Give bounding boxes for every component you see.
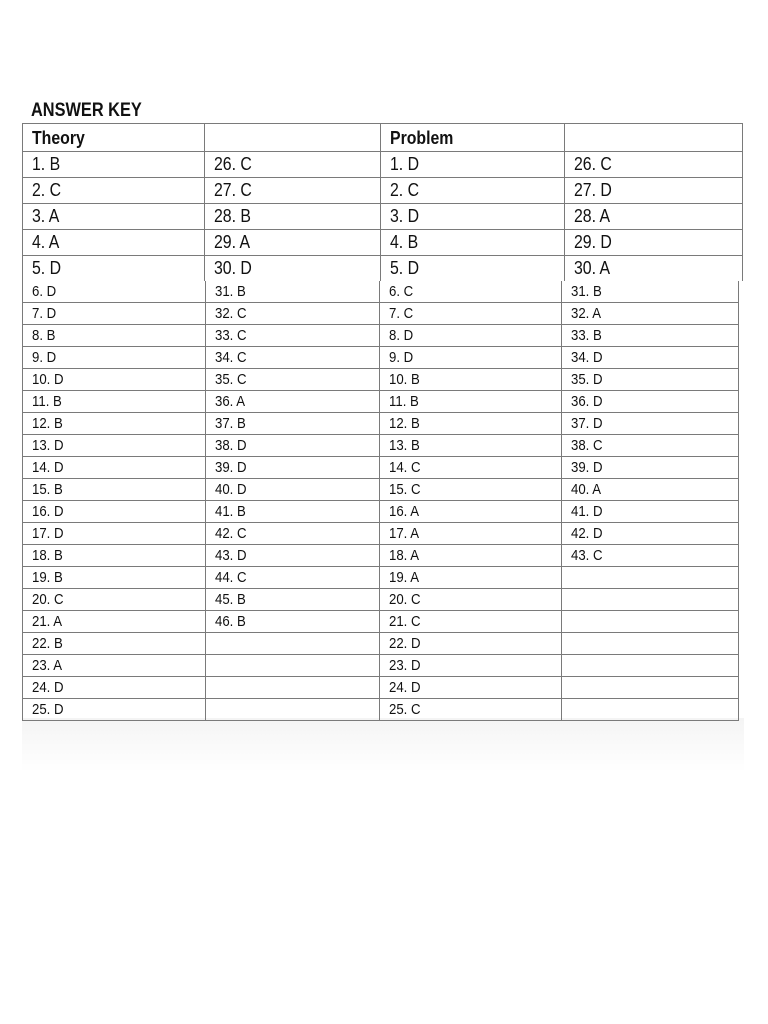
- answer-text: 14. C: [389, 459, 421, 476]
- problem-answer-cell: [565, 204, 743, 230]
- theory-answer-cell: [206, 479, 380, 501]
- answer-text: 27. D: [574, 180, 612, 200]
- theory-answer-cell: [23, 457, 206, 479]
- answer-text: 20. C: [32, 591, 64, 608]
- answer-text: 38. D: [215, 437, 247, 454]
- answer-text: 25. D: [32, 701, 64, 718]
- theory-answer-cell: [206, 699, 380, 721]
- answer-text: 11. B: [389, 393, 419, 410]
- answer-text: 33. B: [571, 327, 602, 344]
- theory-answer-cell: [23, 523, 206, 545]
- answer-text: 31. B: [215, 283, 246, 300]
- answer-text: 4. A: [32, 232, 60, 252]
- problem-answer-cell: [562, 413, 739, 435]
- answer-text: 27. C: [214, 180, 252, 200]
- problem-answer-cell: [562, 589, 739, 611]
- answer-text: 2. C: [390, 180, 420, 200]
- theory-answer-cell: [23, 479, 206, 501]
- problem-answer-cell: [565, 178, 743, 204]
- answer-text: 43. C: [571, 547, 603, 564]
- answer-text: 46. B: [215, 613, 246, 630]
- answer-text: 7. C: [389, 305, 414, 322]
- answer-text: 41. D: [571, 503, 603, 520]
- problem-answer-cell: [562, 501, 739, 523]
- theory-answer-cell: [23, 325, 206, 347]
- problem-answer-cell: [562, 611, 739, 633]
- answer-text: 15. C: [389, 481, 421, 498]
- answer-text: 42. C: [215, 525, 247, 542]
- theory-answer-cell: [206, 611, 380, 633]
- problem-answer-cell: [380, 545, 562, 567]
- answer-text: 40. D: [215, 481, 247, 498]
- theory-answer-cell: [23, 501, 206, 523]
- table-row: [23, 457, 739, 479]
- problem-answer-cell: [380, 699, 562, 721]
- table-row: [23, 523, 739, 545]
- theory-answer-cell: [205, 230, 381, 256]
- answer-text: 14. D: [32, 459, 64, 476]
- problem-answer-cell: [562, 545, 739, 567]
- problem-answer-cell: [380, 611, 562, 633]
- theory-answer-cell: [206, 501, 380, 523]
- theory-answer-cell: [206, 303, 380, 325]
- problem-answer-cell: [565, 256, 743, 282]
- answer-text: 26. C: [574, 154, 612, 174]
- table-row: [23, 435, 739, 457]
- answer-text: 41. B: [215, 503, 246, 520]
- answer-text: 38. C: [571, 437, 603, 454]
- problem-answer-cell: [380, 369, 562, 391]
- table-row: [23, 567, 739, 589]
- theory-answer-cell: [205, 256, 381, 282]
- answer-text: 18. A: [389, 547, 420, 564]
- problem-answer-cell: [565, 152, 743, 178]
- answer-text: 35. D: [571, 371, 603, 388]
- theory-answer-cell: [206, 545, 380, 567]
- table-row: [23, 325, 739, 347]
- table-row: [23, 178, 743, 204]
- problem-answer-cell: [562, 303, 739, 325]
- answer-text: 28. A: [574, 206, 611, 226]
- theory-answer-cell: [23, 256, 205, 282]
- theory-answer-cell: [23, 633, 206, 655]
- theory-answer-cell: [206, 655, 380, 677]
- table-row: [23, 347, 739, 369]
- answer-text: 32. C: [215, 305, 247, 322]
- answer-text: 44. C: [215, 569, 247, 586]
- table-row: [23, 589, 739, 611]
- answer-text: 24. D: [32, 679, 64, 696]
- problem-answer-cell: [380, 633, 562, 655]
- problem-answer-cell: [380, 589, 562, 611]
- answer-text: 9. D: [32, 349, 57, 366]
- theory-answer-cell: [23, 391, 206, 413]
- answer-text: 25. C: [389, 701, 421, 718]
- answer-text: 36. D: [571, 393, 603, 410]
- table-row: [23, 230, 743, 256]
- theory-answer-cell: [206, 413, 380, 435]
- header-empty: [565, 124, 743, 152]
- theory-answer-cell: [205, 204, 381, 230]
- theory-answer-cell: [23, 435, 206, 457]
- theory-answer-cell: [206, 369, 380, 391]
- table-row: [23, 633, 739, 655]
- theory-answer-cell: [23, 611, 206, 633]
- theory-answer-cell: [23, 369, 206, 391]
- answer-text: 43. D: [215, 547, 247, 564]
- answer-text: 32. A: [571, 305, 602, 322]
- answer-text: 37. B: [215, 415, 246, 432]
- problem-answer-cell: [562, 677, 739, 699]
- problem-answer-cell: [562, 281, 739, 303]
- table-row: [23, 281, 739, 303]
- answer-text: 30. D: [214, 258, 252, 278]
- theory-answer-cell: [23, 347, 206, 369]
- problem-answer-cell: [380, 501, 562, 523]
- answer-text: 39. D: [215, 459, 247, 476]
- answer-text: 7. D: [32, 305, 57, 322]
- table-row: [23, 303, 739, 325]
- problem-answer-cell: [380, 479, 562, 501]
- answer-text: 11. B: [32, 393, 62, 410]
- theory-answer-cell: [205, 152, 381, 178]
- theory-answer-cell: [206, 677, 380, 699]
- answer-text: 22. B: [32, 635, 63, 652]
- answer-text: 8. B: [32, 327, 56, 344]
- answer-text: 19. A: [389, 569, 420, 586]
- theory-answer-cell: [206, 457, 380, 479]
- theory-answer-cell: [205, 178, 381, 204]
- answer-text: 35. C: [215, 371, 247, 388]
- table-row: [23, 699, 739, 721]
- answer-text: 17. A: [389, 525, 420, 542]
- answer-text: 6. D: [32, 283, 57, 300]
- problem-answer-cell: [380, 303, 562, 325]
- answer-text: 22. D: [389, 635, 421, 652]
- answer-text: 12. B: [389, 415, 420, 432]
- answer-text: 4. B: [390, 232, 419, 252]
- answer-text: 16. A: [389, 503, 420, 520]
- answer-text: 26. C: [214, 154, 252, 174]
- problem-answer-cell: [562, 391, 739, 413]
- table-row: [23, 369, 739, 391]
- table-row: [23, 152, 743, 178]
- theory-answer-cell: [23, 230, 205, 256]
- problem-answer-cell: [565, 230, 743, 256]
- answer-key-title: ANSWER KEY: [31, 100, 142, 121]
- answer-text: 36. A: [215, 393, 246, 410]
- answer-text: 8. D: [389, 327, 414, 344]
- table-row: [23, 501, 739, 523]
- problem-answer-cell: [380, 413, 562, 435]
- answer-text: 42. D: [571, 525, 603, 542]
- answer-text: 5. D: [32, 258, 62, 278]
- problem-answer-cell: [562, 369, 739, 391]
- answer-text: 33. C: [215, 327, 247, 344]
- table-row: [23, 204, 743, 230]
- answer-text: 10. B: [389, 371, 420, 388]
- answer-text: 13. B: [389, 437, 420, 454]
- table-row: [23, 655, 739, 677]
- problem-answer-cell: [381, 178, 565, 204]
- theory-answer-cell: [23, 413, 206, 435]
- problem-answer-cell: [380, 677, 562, 699]
- scan-shadow: [22, 718, 744, 772]
- problem-answer-cell: [562, 699, 739, 721]
- answer-text: 15. B: [32, 481, 63, 498]
- answer-text: 29. D: [574, 232, 612, 252]
- problem-answer-cell: [562, 347, 739, 369]
- answer-text: 21. C: [389, 613, 421, 630]
- theory-answer-cell: [23, 204, 205, 230]
- answer-text: 16. D: [32, 503, 64, 520]
- theory-answer-cell: [206, 347, 380, 369]
- answer-text: 40. A: [571, 481, 602, 498]
- theory-answer-cell: [23, 699, 206, 721]
- problem-answer-cell: [562, 633, 739, 655]
- table-row: [23, 413, 739, 435]
- answer-text: 3. D: [390, 206, 420, 226]
- theory-answer-cell: [206, 391, 380, 413]
- answer-text: 5. D: [390, 258, 420, 278]
- table-row: [23, 256, 743, 282]
- theory-answer-cell: [23, 178, 205, 204]
- answer-text: 29. A: [214, 232, 251, 252]
- theory-answer-cell: [206, 633, 380, 655]
- header-theory: Theory: [23, 124, 205, 152]
- table-row: [23, 479, 739, 501]
- problem-answer-cell: [562, 567, 739, 589]
- problem-answer-cell: [562, 325, 739, 347]
- answer-text: 6. C: [389, 283, 414, 300]
- problem-answer-cell: [381, 152, 565, 178]
- answer-text: 9. D: [389, 349, 414, 366]
- answer-text: 2. C: [32, 180, 62, 200]
- answer-text: 17. D: [32, 525, 64, 542]
- problem-answer-cell: [562, 523, 739, 545]
- answer-text: 20. C: [389, 591, 421, 608]
- theory-answer-cell: [206, 281, 380, 303]
- answer-text: 31. B: [571, 283, 602, 300]
- table-row: [23, 391, 739, 413]
- problem-answer-cell: [380, 655, 562, 677]
- theory-answer-cell: [206, 567, 380, 589]
- theory-answer-cell: [23, 567, 206, 589]
- answer-text: 1. B: [32, 154, 61, 174]
- answer-text: 18. B: [32, 547, 63, 564]
- answer-text: 24. D: [389, 679, 421, 696]
- answer-text: 13. D: [32, 437, 64, 454]
- answer-text: 30. A: [574, 258, 611, 278]
- answer-table-top: [22, 123, 743, 281]
- answer-text: 37. D: [571, 415, 603, 432]
- answer-text: 10. D: [32, 371, 64, 388]
- problem-answer-cell: [380, 567, 562, 589]
- problem-answer-cell: [381, 256, 565, 282]
- theory-answer-cell: [206, 325, 380, 347]
- header-problem: Problem: [381, 124, 565, 152]
- problem-answer-cell: [381, 204, 565, 230]
- problem-answer-cell: [380, 457, 562, 479]
- theory-answer-cell: [23, 677, 206, 699]
- answer-table-bottom: [22, 281, 739, 721]
- problem-answer-cell: [562, 655, 739, 677]
- answer-text: 34. C: [215, 349, 247, 366]
- theory-answer-cell: [23, 589, 206, 611]
- answer-text: 39. D: [571, 459, 603, 476]
- table-row: [23, 677, 739, 699]
- answer-text: 1. D: [390, 154, 420, 174]
- theory-answer-cell: [23, 303, 206, 325]
- problem-answer-cell: [380, 281, 562, 303]
- problem-answer-cell: [562, 435, 739, 457]
- theory-answer-cell: [206, 589, 380, 611]
- problem-answer-cell: [562, 479, 739, 501]
- table-row: [23, 545, 739, 567]
- answer-text: 28. B: [214, 206, 251, 226]
- answer-text: 23. A: [32, 657, 63, 674]
- theory-answer-cell: [23, 655, 206, 677]
- answer-text: 19. B: [32, 569, 63, 586]
- theory-answer-cell: [23, 545, 206, 567]
- answer-text: 34. D: [571, 349, 603, 366]
- problem-answer-cell: [380, 435, 562, 457]
- answer-text: 3. A: [32, 206, 60, 226]
- problem-answer-cell: [380, 347, 562, 369]
- table-row: [23, 611, 739, 633]
- problem-answer-cell: [380, 391, 562, 413]
- theory-answer-cell: [206, 523, 380, 545]
- answer-text: 45. B: [215, 591, 246, 608]
- theory-answer-cell: [23, 152, 205, 178]
- header-empty: [205, 124, 381, 152]
- theory-answer-cell: [206, 435, 380, 457]
- problem-answer-cell: [562, 457, 739, 479]
- problem-answer-cell: [380, 325, 562, 347]
- answer-text: 12. B: [32, 415, 63, 432]
- table-header-row: [23, 124, 743, 152]
- problem-answer-cell: [381, 230, 565, 256]
- problem-answer-cell: [380, 523, 562, 545]
- answer-text: 23. D: [389, 657, 421, 674]
- theory-answer-cell: [23, 281, 206, 303]
- answer-text: 21. A: [32, 613, 63, 630]
